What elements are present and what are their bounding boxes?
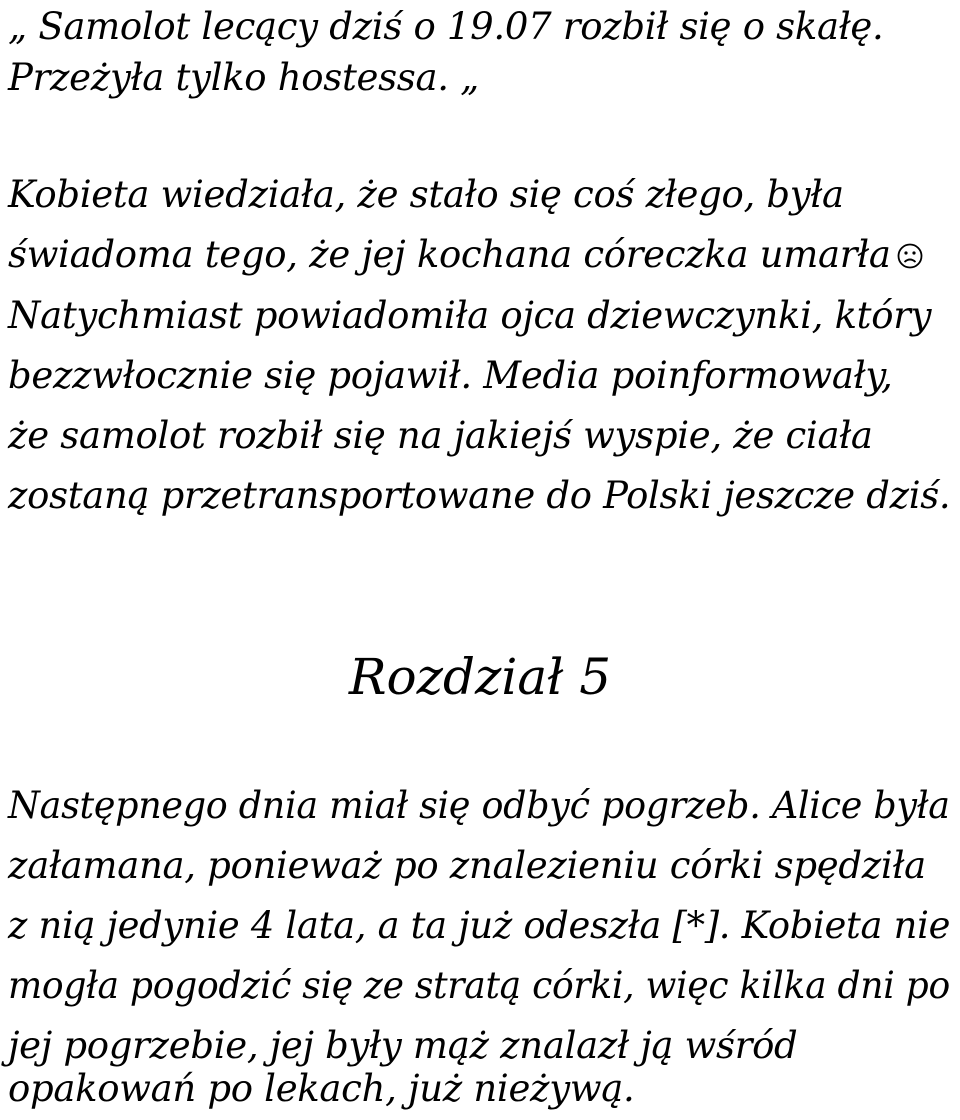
intro-line: Przeżyła tylko hostessa. „ xyxy=(8,56,480,99)
paragraph-line: z nią jedynie 4 lata, a ta już odeszła [*]. Kobieta nie xyxy=(8,904,951,947)
paragraph-line: Kobieta wiedziała, że stało się coś złego, była xyxy=(8,173,844,216)
paragraph-line: opakowań po lekach, już nieżywą. xyxy=(8,1067,635,1110)
paragraph-line: jej pogrzebie, jej były mąż znalazł ją wśród xyxy=(8,1024,798,1067)
paragraph-line: zostaną przetransportowane do Polski jeszcze dziś. xyxy=(8,474,951,517)
chapter-title: Rozdział 5 xyxy=(348,648,612,706)
paragraph-line: że samolot rozbił się na jakiejś wyspie, że ciała xyxy=(8,414,873,457)
paragraph-line: bezzwłocznie się pojawił. Media poinformowały, xyxy=(8,354,893,397)
paragraph-line: załamana, ponieważ po znalezieniu córki spędziła xyxy=(8,844,926,887)
sad-face-icon xyxy=(897,243,923,269)
paragraph-line: mogła pogodzić się ze stratą córki, więc kilka dni po xyxy=(8,964,950,1007)
paragraph-line: Następnego dnia miał się odbyć pogrzeb. Alice była xyxy=(8,784,950,827)
paragraph-line-text: świadoma tego, że jej kochana córeczka umarła xyxy=(8,233,891,276)
paragraph-line: Natychmiast powiadomiła ojca dziewczynki, który xyxy=(8,294,932,337)
intro-line: „ Samolot lecący dziś o 19.07 rozbił się o skałę. xyxy=(8,5,884,48)
paragraph-line-with-icon xyxy=(8,225,923,285)
